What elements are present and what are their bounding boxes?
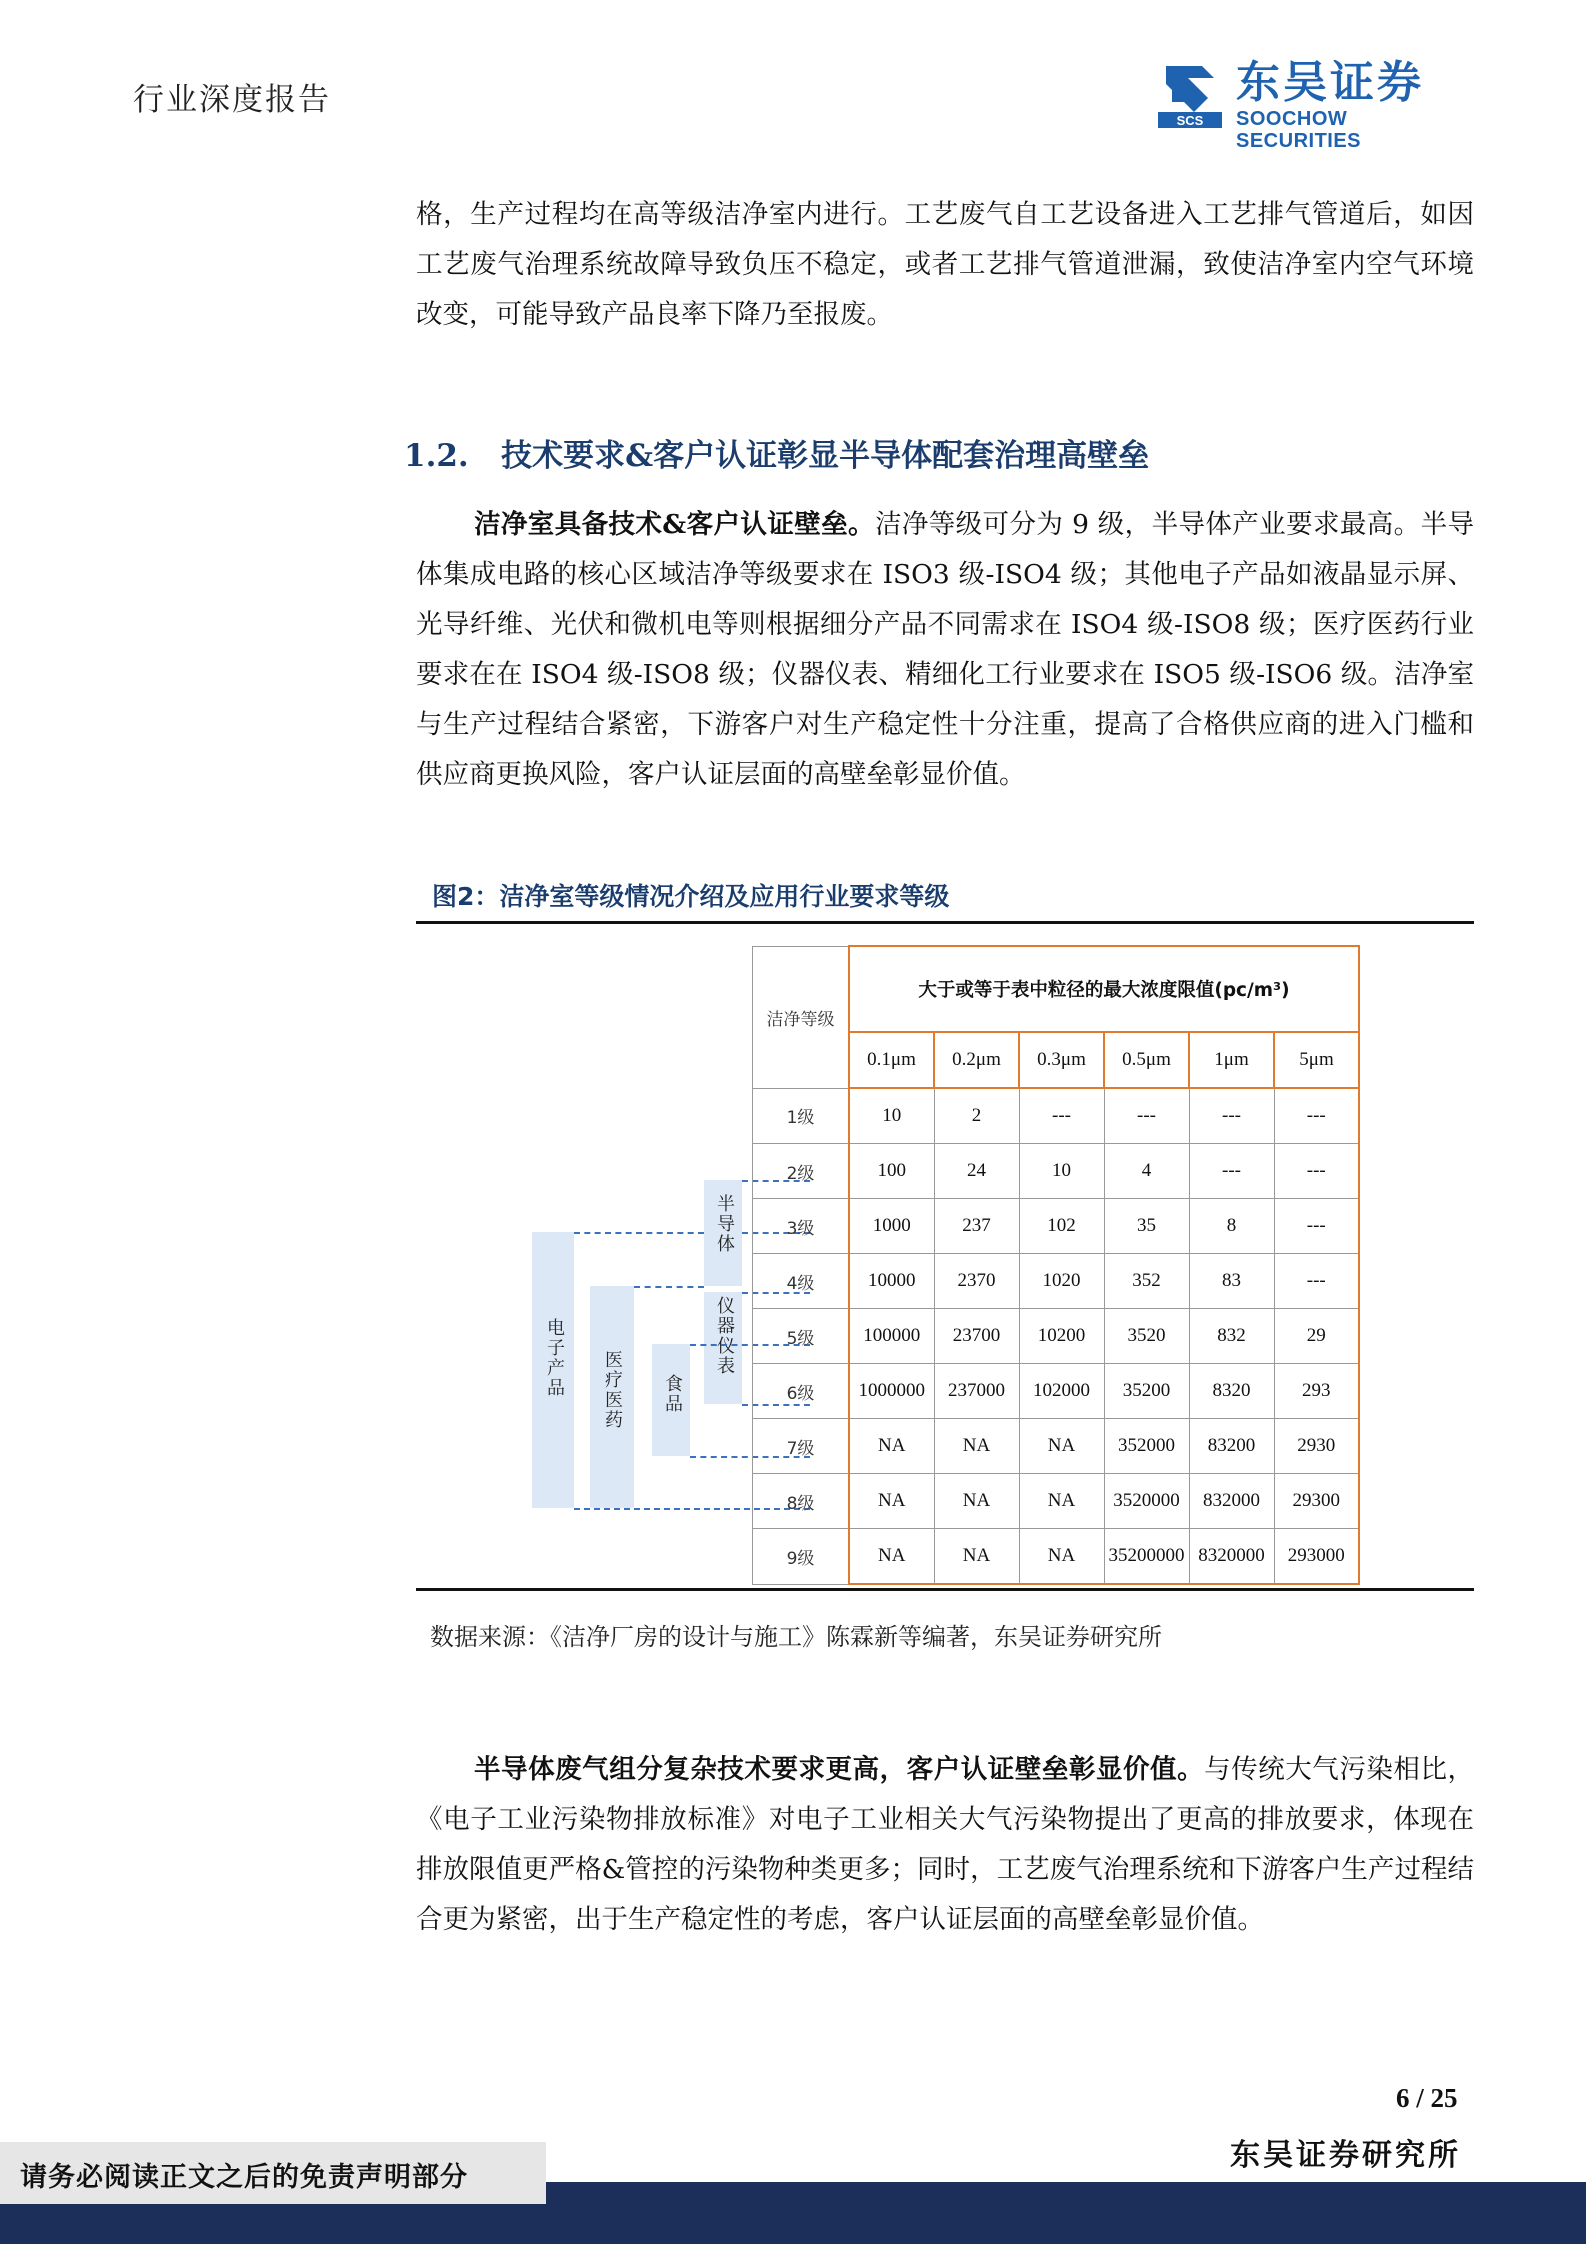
- value-cell: 100: [849, 1144, 934, 1199]
- cleanroom-grade-table: [752, 945, 1360, 1585]
- paragraph-3-lead: 半导体废气组分复杂技术要求更高，客户认证壁垒彰显价值。: [474, 1754, 1205, 1785]
- value-cell: 352: [1104, 1254, 1189, 1309]
- table-row: [753, 1199, 1360, 1254]
- table-row: [753, 1088, 1360, 1144]
- value-cell: 832: [1189, 1309, 1274, 1364]
- value-cell: 237: [934, 1199, 1019, 1254]
- grade-header: 洁净等级: [753, 946, 850, 1088]
- table-row: [753, 1419, 1360, 1474]
- paragraph-2-lead: 洁净室具备技术&客户认证壁垒。: [474, 509, 875, 540]
- concentration-header: 大于或等于表中粒径的最大浓度限值(pc/m³): [849, 946, 1359, 1032]
- dash-electronics-top: [574, 1232, 704, 1234]
- table-row: [753, 1254, 1360, 1309]
- value-cell: ---: [1274, 1254, 1359, 1309]
- value-cell: 2930: [1274, 1419, 1359, 1474]
- paragraph-1-text: 格，生产过程均在高等级洁净室内进行。工艺废气自工艺设备进入工艺排气管道后，如因工艺废气治理系统故障导致负压不稳定，或者工艺排气管道泄漏，致使洁净室内空气环境改变，可能导致产品良率下降乃至报废。: [416, 199, 1474, 330]
- page-number: 6 / 25: [1396, 2083, 1458, 2113]
- value-cell: ---: [1274, 1088, 1359, 1144]
- value-cell: NA: [1019, 1419, 1104, 1474]
- value-cell: 102: [1019, 1199, 1104, 1254]
- value-cell: 1020: [1019, 1254, 1104, 1309]
- figure-top-rule: [416, 921, 1474, 924]
- paragraph-3: [416, 1745, 1474, 1945]
- value-cell: 1000: [849, 1199, 934, 1254]
- instruments-label: 仪器仪表: [714, 1296, 735, 1376]
- section-heading: [404, 430, 1149, 475]
- value-cell: NA: [849, 1529, 934, 1585]
- grade-cell: 5级: [753, 1309, 850, 1364]
- food-label: 食品: [662, 1374, 683, 1414]
- value-cell: 352000: [1104, 1419, 1189, 1474]
- value-cell: 35: [1104, 1199, 1189, 1254]
- value-cell: NA: [934, 1529, 1019, 1585]
- value-cell: 3520000: [1104, 1474, 1189, 1529]
- paragraph-continued: [416, 190, 1474, 340]
- size-header-cell: 5μm: [1274, 1032, 1359, 1088]
- value-cell: ---: [1274, 1144, 1359, 1199]
- value-cell: 2: [934, 1088, 1019, 1144]
- value-cell: 293: [1274, 1364, 1359, 1419]
- value-cell: 237000: [934, 1364, 1019, 1419]
- value-cell: ---: [1104, 1088, 1189, 1144]
- size-header-cell: 0.5μm: [1104, 1032, 1189, 1088]
- value-cell: 293000: [1274, 1529, 1359, 1585]
- value-cell: 35200000: [1104, 1529, 1189, 1585]
- value-cell: ---: [1019, 1088, 1104, 1144]
- value-cell: 10: [849, 1088, 934, 1144]
- value-cell: 83200: [1189, 1419, 1274, 1474]
- value-cell: ---: [1274, 1199, 1359, 1254]
- value-cell: 8320: [1189, 1364, 1274, 1419]
- size-header-cell: 0.2μm: [934, 1032, 1019, 1088]
- value-cell: 10000: [849, 1254, 934, 1309]
- grade-cell: 9级: [753, 1529, 850, 1585]
- disclaimer-text: 请务必阅读正文之后的免责声明部分: [20, 2162, 468, 2193]
- value-cell: 2370: [934, 1254, 1019, 1309]
- value-cell: ---: [1189, 1088, 1274, 1144]
- figure-title: 图2：洁净室等级情况介绍及应用行业要求等级: [432, 882, 950, 911]
- value-cell: NA: [1019, 1529, 1104, 1585]
- logo-en-text: SOOCHOW SECURITIES: [1236, 108, 1362, 152]
- value-cell: 23700: [934, 1309, 1019, 1364]
- value-cell: 35200: [1104, 1364, 1189, 1419]
- value-cell: 100000: [849, 1309, 934, 1364]
- section-title: 技术要求&客户认证彰显半导体配套治理高壁垒: [501, 438, 1150, 474]
- table-row: [753, 1144, 1360, 1199]
- grade-cell: 3级: [753, 1199, 850, 1254]
- value-cell: 10: [1019, 1144, 1104, 1199]
- value-cell: NA: [934, 1474, 1019, 1529]
- value-cell: NA: [849, 1474, 934, 1529]
- value-cell: 24: [934, 1144, 1019, 1199]
- medical-label: 医疗医药: [602, 1350, 623, 1430]
- value-cell: 29300: [1274, 1474, 1359, 1529]
- table-row: [753, 1364, 1360, 1419]
- logo-cn-text: 东吴证券: [1236, 57, 1424, 108]
- table-body: [753, 1088, 1360, 1584]
- semiconductor-label: 半导体: [714, 1194, 735, 1254]
- value-cell: 4: [1104, 1144, 1189, 1199]
- value-cell: 8320000: [1189, 1529, 1274, 1585]
- grade-cell: 6级: [753, 1364, 850, 1419]
- value-cell: NA: [934, 1419, 1019, 1474]
- table-row: [753, 1309, 1360, 1364]
- report-type: 行业深度报告: [133, 82, 331, 118]
- section-number: 1.2.: [404, 438, 469, 474]
- value-cell: 83: [1189, 1254, 1274, 1309]
- value-cell: 8: [1189, 1199, 1274, 1254]
- grade-cell: 4级: [753, 1254, 850, 1309]
- value-cell: 10200: [1019, 1309, 1104, 1364]
- figure-source: 数据来源：《洁净厂房的设计与施工》陈霖新等编著，东吴证券研究所: [430, 1623, 1162, 1651]
- value-cell: 832000: [1189, 1474, 1274, 1529]
- figure-bottom-rule: [416, 1588, 1474, 1591]
- logo-mark-text: SCS: [1176, 113, 1204, 128]
- value-cell: ---: [1189, 1144, 1274, 1199]
- paragraph-3-body: 与传统大气污染相比，《电子工业污染物排放标准》对电子工业相关大气污染物提出了更高的排放要求，体现在排放限值更严格&管控的污染物种类更多；同时，工艺废气治理系统和下游客户生产过程结合更为紧密，出于生产稳定性的考虑，客户认证层面的高壁垒彰显价值。: [416, 1754, 1475, 1935]
- table-row: [753, 1474, 1360, 1529]
- logo-mark-icon: [1158, 58, 1222, 128]
- grade-cell: 7级: [753, 1419, 850, 1474]
- value-cell: 1000000: [849, 1364, 934, 1419]
- value-cell: NA: [849, 1419, 934, 1474]
- paragraph-2-body: 洁净等级可分为 9 级，半导体产业要求最高。半导体集成电路的核心区域洁净等级要求在 ISO3 级-ISO4 级；其他电子产品如液晶显示屏、光导纤维、光伏和微机电等则根据细分产品不同需求在 ISO4 级-ISO8 级；医疗医药行业要求在在 ISO4 级-ISO8 级；仪器仪表、精细化工行业要求在 ISO5 级-ISO6 级。洁净室与生产过程结合紧密，下游客户对生产稳定性十分注重，提高了合格供应商的进入门槛和供应商更换风险，客户认证层面的高壁垒彰显价值。: [416, 509, 1474, 790]
- size-header-cell: 1μm: [1189, 1032, 1274, 1088]
- size-header-cell: 0.1μm: [849, 1032, 934, 1088]
- size-header-cell: 0.3μm: [1019, 1032, 1104, 1088]
- dash-medical-top: [634, 1286, 704, 1288]
- grade-cell: 1级: [753, 1088, 850, 1144]
- electronics-label: 电子产品: [544, 1318, 565, 1398]
- grade-cell: 2级: [753, 1144, 850, 1199]
- table-row: [753, 1529, 1360, 1585]
- company-logo: [1158, 57, 1468, 152]
- footer-institute: 东吴证券研究所: [1230, 2138, 1461, 2173]
- value-cell: 102000: [1019, 1364, 1104, 1419]
- value-cell: NA: [1019, 1474, 1104, 1529]
- grade-cell: 8级: [753, 1474, 850, 1529]
- value-cell: 29: [1274, 1309, 1359, 1364]
- paragraph-2: [416, 500, 1474, 800]
- value-cell: 3520: [1104, 1309, 1189, 1364]
